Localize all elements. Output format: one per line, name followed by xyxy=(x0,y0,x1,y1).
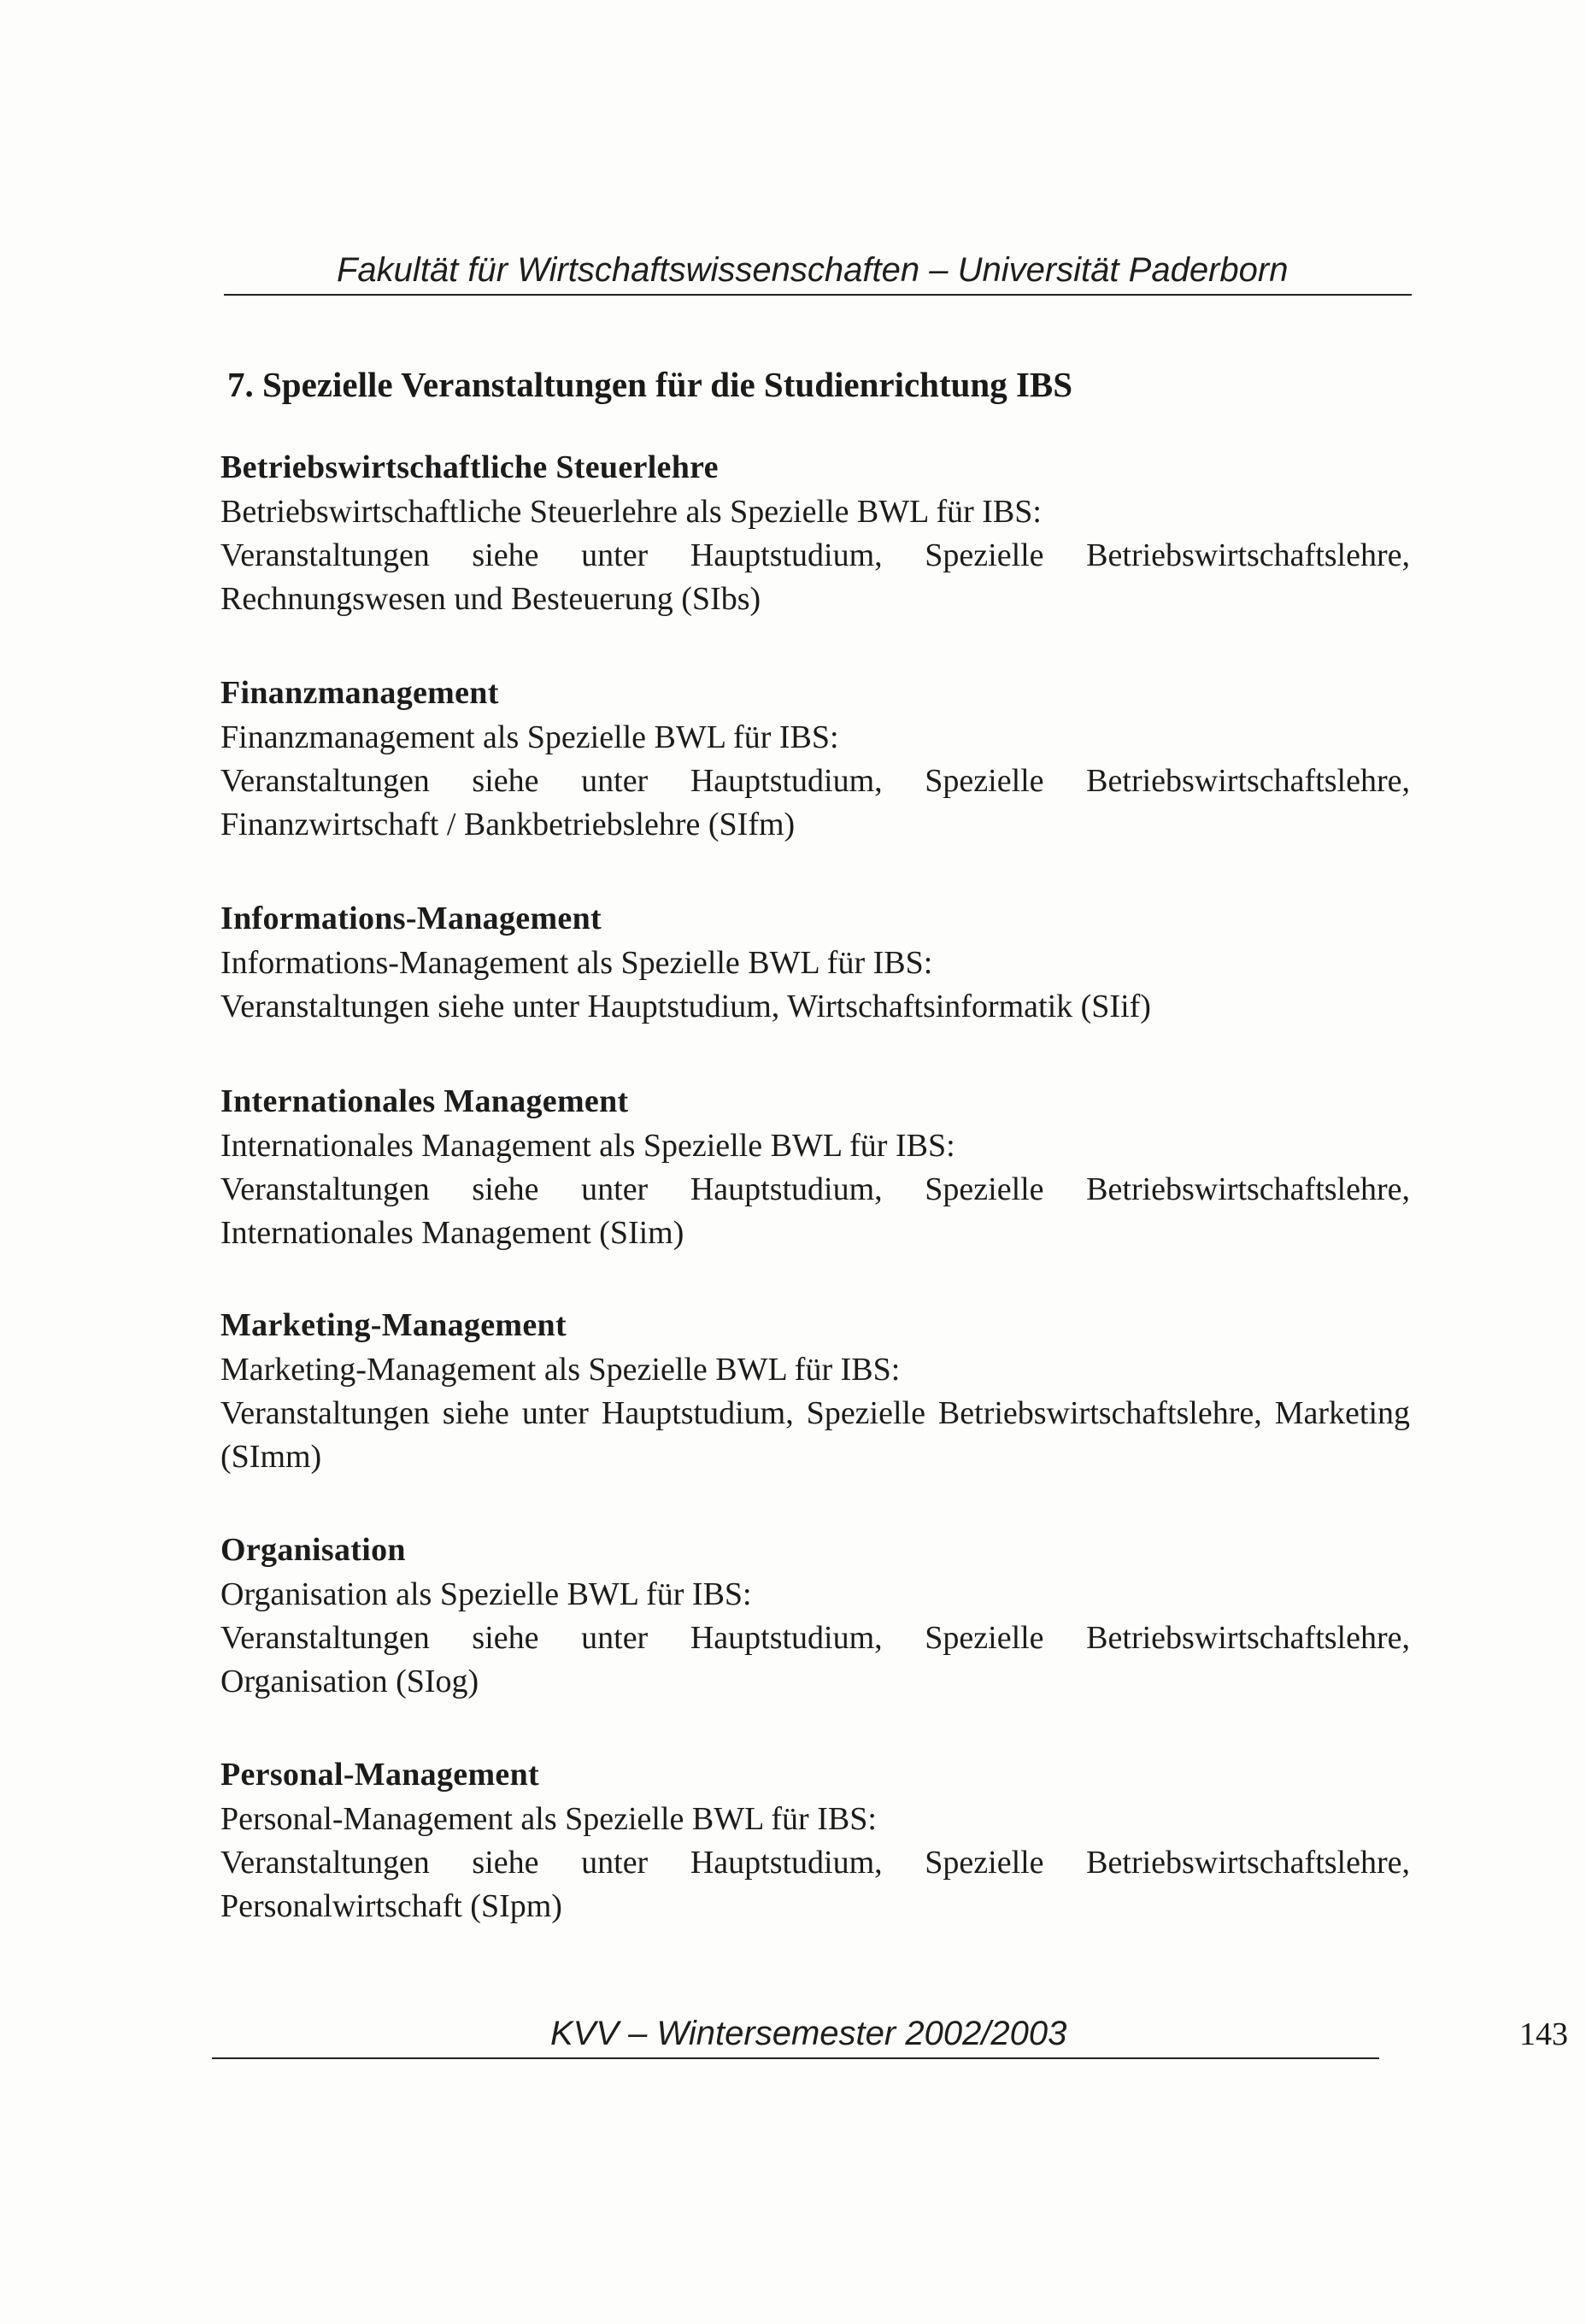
section-subtitle: Internationales Management als Spezielle BWL für IBS: xyxy=(220,1128,955,1164)
chapter-title: 7. Spezielle Veranstaltungen für die Studienrichtung IBS xyxy=(227,365,1073,404)
section-subtitle: Informations-Management als Spezielle BWL für IBS: xyxy=(220,945,933,981)
page-header xyxy=(224,246,1412,296)
section-heading: Betriebswirtschaftliche Steuerlehre xyxy=(220,449,719,485)
section-subtitle: Marketing-Management als Spezielle BWL für IBS: xyxy=(220,1352,901,1388)
section-subtitle: Betriebswirtschaftliche Steuerlehre als Spezielle BWL für IBS: xyxy=(220,494,1042,530)
section-betriebswirtschaftliche-steuerlehre xyxy=(220,444,1410,621)
section-description: Veranstaltungen siehe unter Hauptstudium, Spezielle Betriebswirtschaftslehre, Finanzwirtschaft / Bankbetriebslehre (SIfm) xyxy=(220,763,1410,842)
section-marketing-management xyxy=(220,1302,1410,1479)
section-internationales-management xyxy=(220,1078,1410,1255)
section-description: Veranstaltungen siehe unter Hauptstudium, Spezielle Betriebswirtschaftslehre, Rechnungswesen und Besteuerung (SIbs) xyxy=(220,537,1410,617)
section-subtitle: Personal-Management als Spezielle BWL für IBS: xyxy=(220,1801,877,1837)
page-header-text: Fakultät für Wirtschaftswissenschaften – Universität Paderborn xyxy=(337,251,1289,289)
section-description: Veranstaltungen siehe unter Hauptstudium, Spezielle Betriebswirtschaftslehre, Marketing (SImm) xyxy=(220,1395,1410,1475)
section-subtitle: Organisation als Spezielle BWL für IBS: xyxy=(220,1576,752,1612)
section-heading: Marketing-Management xyxy=(220,1307,567,1343)
section-subtitle: Finanzmanagement als Spezielle BWL für IBS: xyxy=(220,719,839,755)
section-informations-management xyxy=(220,895,1410,1029)
section-description: Veranstaltungen siehe unter Hauptstudium, Spezielle Betriebswirtschaftslehre, Organisation (SIog) xyxy=(220,1620,1410,1699)
section-finanzmanagement xyxy=(220,670,1410,847)
page-footer-text: KVV – Wintersemester 2002/2003 xyxy=(550,2015,1067,2052)
section-description: Veranstaltungen siehe unter Hauptstudium, Wirtschaftsinformatik (SIif) xyxy=(220,989,1151,1024)
section-heading: Internationales Management xyxy=(220,1083,629,1119)
section-personal-management xyxy=(220,1752,1410,1928)
page-number: 143 xyxy=(1519,2016,1568,2052)
section-heading: Informations-Management xyxy=(220,901,602,936)
section-heading: Personal-Management xyxy=(220,1757,539,1793)
section-organisation xyxy=(220,1527,1410,1704)
section-description: Veranstaltungen siehe unter Hauptstudium, Spezielle Betriebswirtschaftslehre, Personalwirtschaft (SIpm) xyxy=(220,1845,1410,1924)
section-heading: Organisation xyxy=(220,1532,406,1568)
section-description: Veranstaltungen siehe unter Hauptstudium, Spezielle Betriebswirtschaftslehre, Internationales Management (SIim) xyxy=(220,1171,1410,1251)
page-footer xyxy=(212,2010,1568,2059)
section-heading: Finanzmanagement xyxy=(220,675,499,711)
